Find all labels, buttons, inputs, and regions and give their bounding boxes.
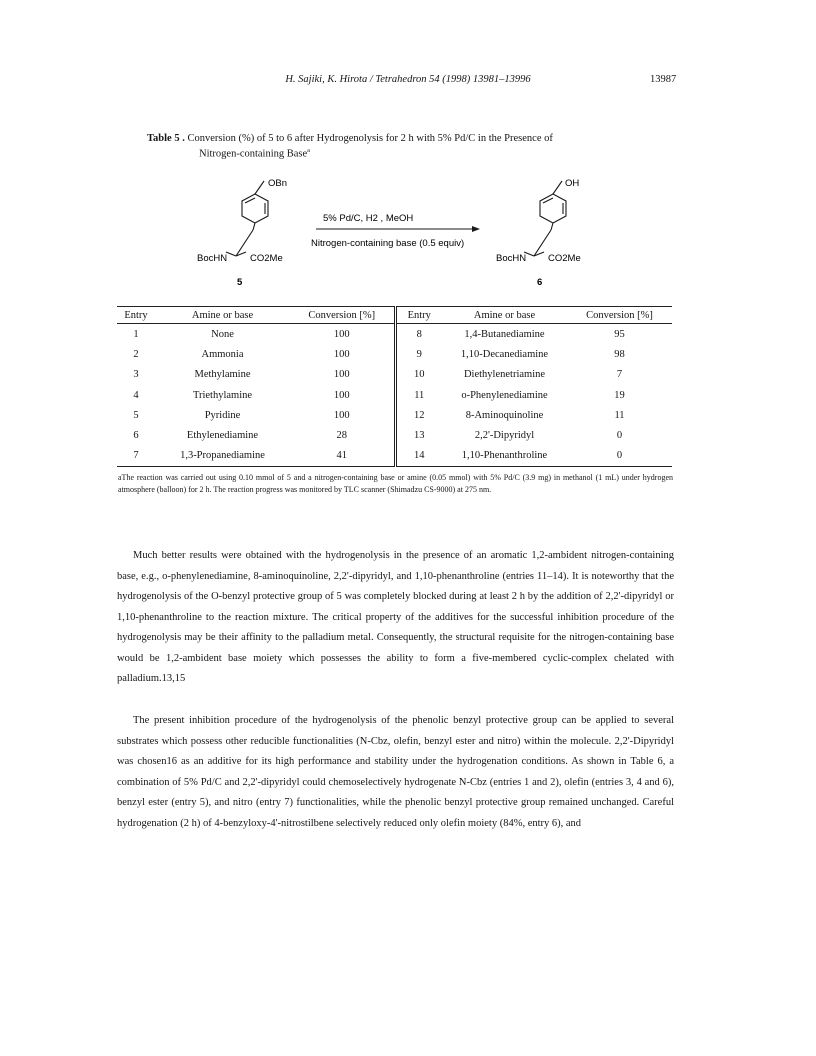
- paragraph-text: The present inhibition procedure of the hydrogenolysis of the phenolic benzyl protective group can be applied to several substrates which possess other reducible functionalities (N-Cbz, olefin, benzyl ester and nitro) within the molecule. 2,2'-Dipyridyl was chosen16 as an additive for its high performance and stability under the hydrogenation conditions. As shown in Table 6, a combination of 5% Pd/C and 2,2'-dipyridyl could chemoselectively hydrogenate N-Cbz (entries 1 and 2), olefin (entries 3, 4 and 6), benzyl ester (entry 5), and nitro (entry 7) functionalities, while the phenolic benzyl protective group remained unchanged. Careful hydrogenation (2 h) of 4-benzyloxy-4'-nitrostilbene selectively reduced only olefin moiety (84%, entry 6), and: [117, 715, 674, 829]
- table-cell: None: [211, 328, 234, 340]
- compound-6-structure: [524, 181, 566, 256]
- caption-text-line2: Nitrogen-containing Base: [199, 148, 308, 160]
- table-cell: Methylamine: [194, 369, 251, 381]
- table-cell: 100: [290, 365, 395, 385]
- table-row: [117, 324, 672, 345]
- table-row: [117, 385, 672, 405]
- compound-5-label: 5: [237, 277, 243, 288]
- table-cell: Diethylenetriamine: [463, 369, 546, 381]
- reaction-arrowhead: [472, 226, 480, 232]
- table-cell: 1: [133, 328, 139, 340]
- table-cell: 1,10-Decanediamine: [460, 348, 549, 360]
- table-cell: 8: [416, 328, 422, 340]
- table-cell: 9: [416, 348, 422, 360]
- reagents-below: Nitrogen-containing base (0.5 equiv): [311, 238, 465, 249]
- table-row: [117, 405, 672, 425]
- table-cell: 41: [290, 446, 395, 467]
- page-number: 13987: [650, 74, 677, 85]
- table-row: [117, 365, 672, 385]
- body-paragraph: [117, 711, 674, 834]
- col-header-conversion: Conversion [%]: [586, 309, 653, 321]
- compound-6-ester: CO2Me: [548, 253, 581, 264]
- table-cell: 2: [133, 348, 139, 360]
- compound-5-substituent: OBn: [268, 178, 288, 189]
- table-cell: 14: [414, 450, 425, 462]
- compound-5-nh: BocHN: [197, 253, 228, 264]
- compound-6-label: 6: [537, 277, 543, 288]
- running-head: H. Sajiki, K. Hirota / Tetrahedron 54 (1998) 13981–13996: [285, 74, 531, 85]
- compound-5-ester: CO2Me: [250, 253, 283, 264]
- table-cell: 100: [290, 344, 395, 364]
- table-cell: 3: [133, 369, 139, 381]
- table-cell: Triethylamine: [192, 389, 253, 401]
- caption-footnote-mark: a: [307, 148, 310, 154]
- table-cell: 7: [616, 369, 623, 381]
- table-cell: o-Phenylenediamine: [461, 389, 548, 401]
- paragraph-text: Much better results were obtained with the hydrogenolysis in the presence of an aromatic 1,2-ambident nitrogen-containing base, e.g., o-phenylenediamine, 8-aminoquinoline, 2,2'-dipyridyl, and 1,10-phenanthroline (entries 11–14). It is noteworthy that the hydrogenolysis of the O-benzyl protective group of 5 was completely blocked during at least 2 h by the addition of 2,2'-dipyridyl or 1,10-phenanthroline to the reaction mixture. The critical property of the additives for the successful inhibition procedure of the hydrogenolysis may be their affinity to the palladium metal. Consequently, the structural requisite for the nitrogen-containing base would be 1,2-ambident base moiety which possesses the ability to form a five-membered cyclic-complex chelated with palladium.13,15: [117, 550, 674, 684]
- col-header-entry: Entry: [407, 309, 431, 321]
- table-cell: 7: [133, 450, 139, 462]
- table-cell: 6: [133, 430, 139, 442]
- table-row: [117, 446, 672, 467]
- table-cell: 100: [290, 385, 395, 405]
- table-cell: 10: [414, 369, 425, 381]
- table-cell: 5: [133, 409, 139, 421]
- table-cell: 12: [414, 409, 425, 421]
- table-row: [117, 425, 672, 445]
- col-header-conversion: Conversion [%]: [290, 307, 395, 324]
- table-cell: 2,2'-Dipyridyl: [474, 430, 535, 442]
- table-cell: 100: [290, 324, 395, 345]
- table-cell: 100: [290, 405, 395, 425]
- table-cell: 0: [616, 450, 623, 462]
- table-cell: 0: [616, 430, 623, 442]
- table-cell: Ammonia: [201, 348, 244, 360]
- results-table: [117, 306, 672, 467]
- body-paragraph: [117, 546, 674, 690]
- table-cell: 1,3-Propanediamine: [180, 450, 265, 462]
- compound-5-structure: [226, 181, 268, 256]
- table-cell: 1,4-Butanediamine: [464, 328, 545, 340]
- table-cell: 11: [614, 409, 625, 421]
- table-cell: 1,10-Phenanthroline: [461, 450, 548, 462]
- reagents-above: 5% Pd/C, H2 , MeOH: [323, 213, 414, 224]
- table-header-row: [117, 307, 672, 324]
- table-cell: 13: [414, 430, 425, 442]
- table-cell: 95: [614, 328, 625, 340]
- caption-text-line1: Conversion (%) of 5 to 6 after Hydrogenolysis for 2 h with 5% Pd/C in the Presence of: [187, 133, 553, 144]
- table-cell: 11: [414, 389, 425, 401]
- compound-6-nh: BocHN: [496, 253, 527, 264]
- table-row: [117, 344, 672, 364]
- table-cell: 4: [133, 389, 139, 401]
- col-header-amine: Amine or base: [473, 309, 536, 321]
- table-cell: 8-Aminoquinoline: [465, 409, 544, 421]
- table-cell: 19: [614, 389, 625, 401]
- caption-label: Table 5 .: [147, 133, 185, 144]
- table-cell: 28: [290, 425, 395, 445]
- compound-6-substituent: OH: [565, 178, 580, 189]
- col-header-amine: Amine or base: [191, 309, 254, 321]
- table-cell: Ethylenediamine: [186, 430, 259, 442]
- table-cell: 98: [614, 348, 625, 360]
- table-cell: Pyridine: [204, 409, 241, 421]
- reaction-scheme: [0, 0, 816, 300]
- col-header-entry: Entry: [124, 309, 148, 321]
- table-footnote: aThe reaction was carried out using 0.10 mmol of 5 and a nitrogen-containing base or amine (0.05 mmol) with 5% Pd/C (3.9 mg) in methanol (1 mL) under hydrogen atmosphere (balloon) for 2 h. The reaction progress was monitored by TLC scanner (Shimadzu CS-9000) at 275 nm.: [118, 473, 673, 494]
